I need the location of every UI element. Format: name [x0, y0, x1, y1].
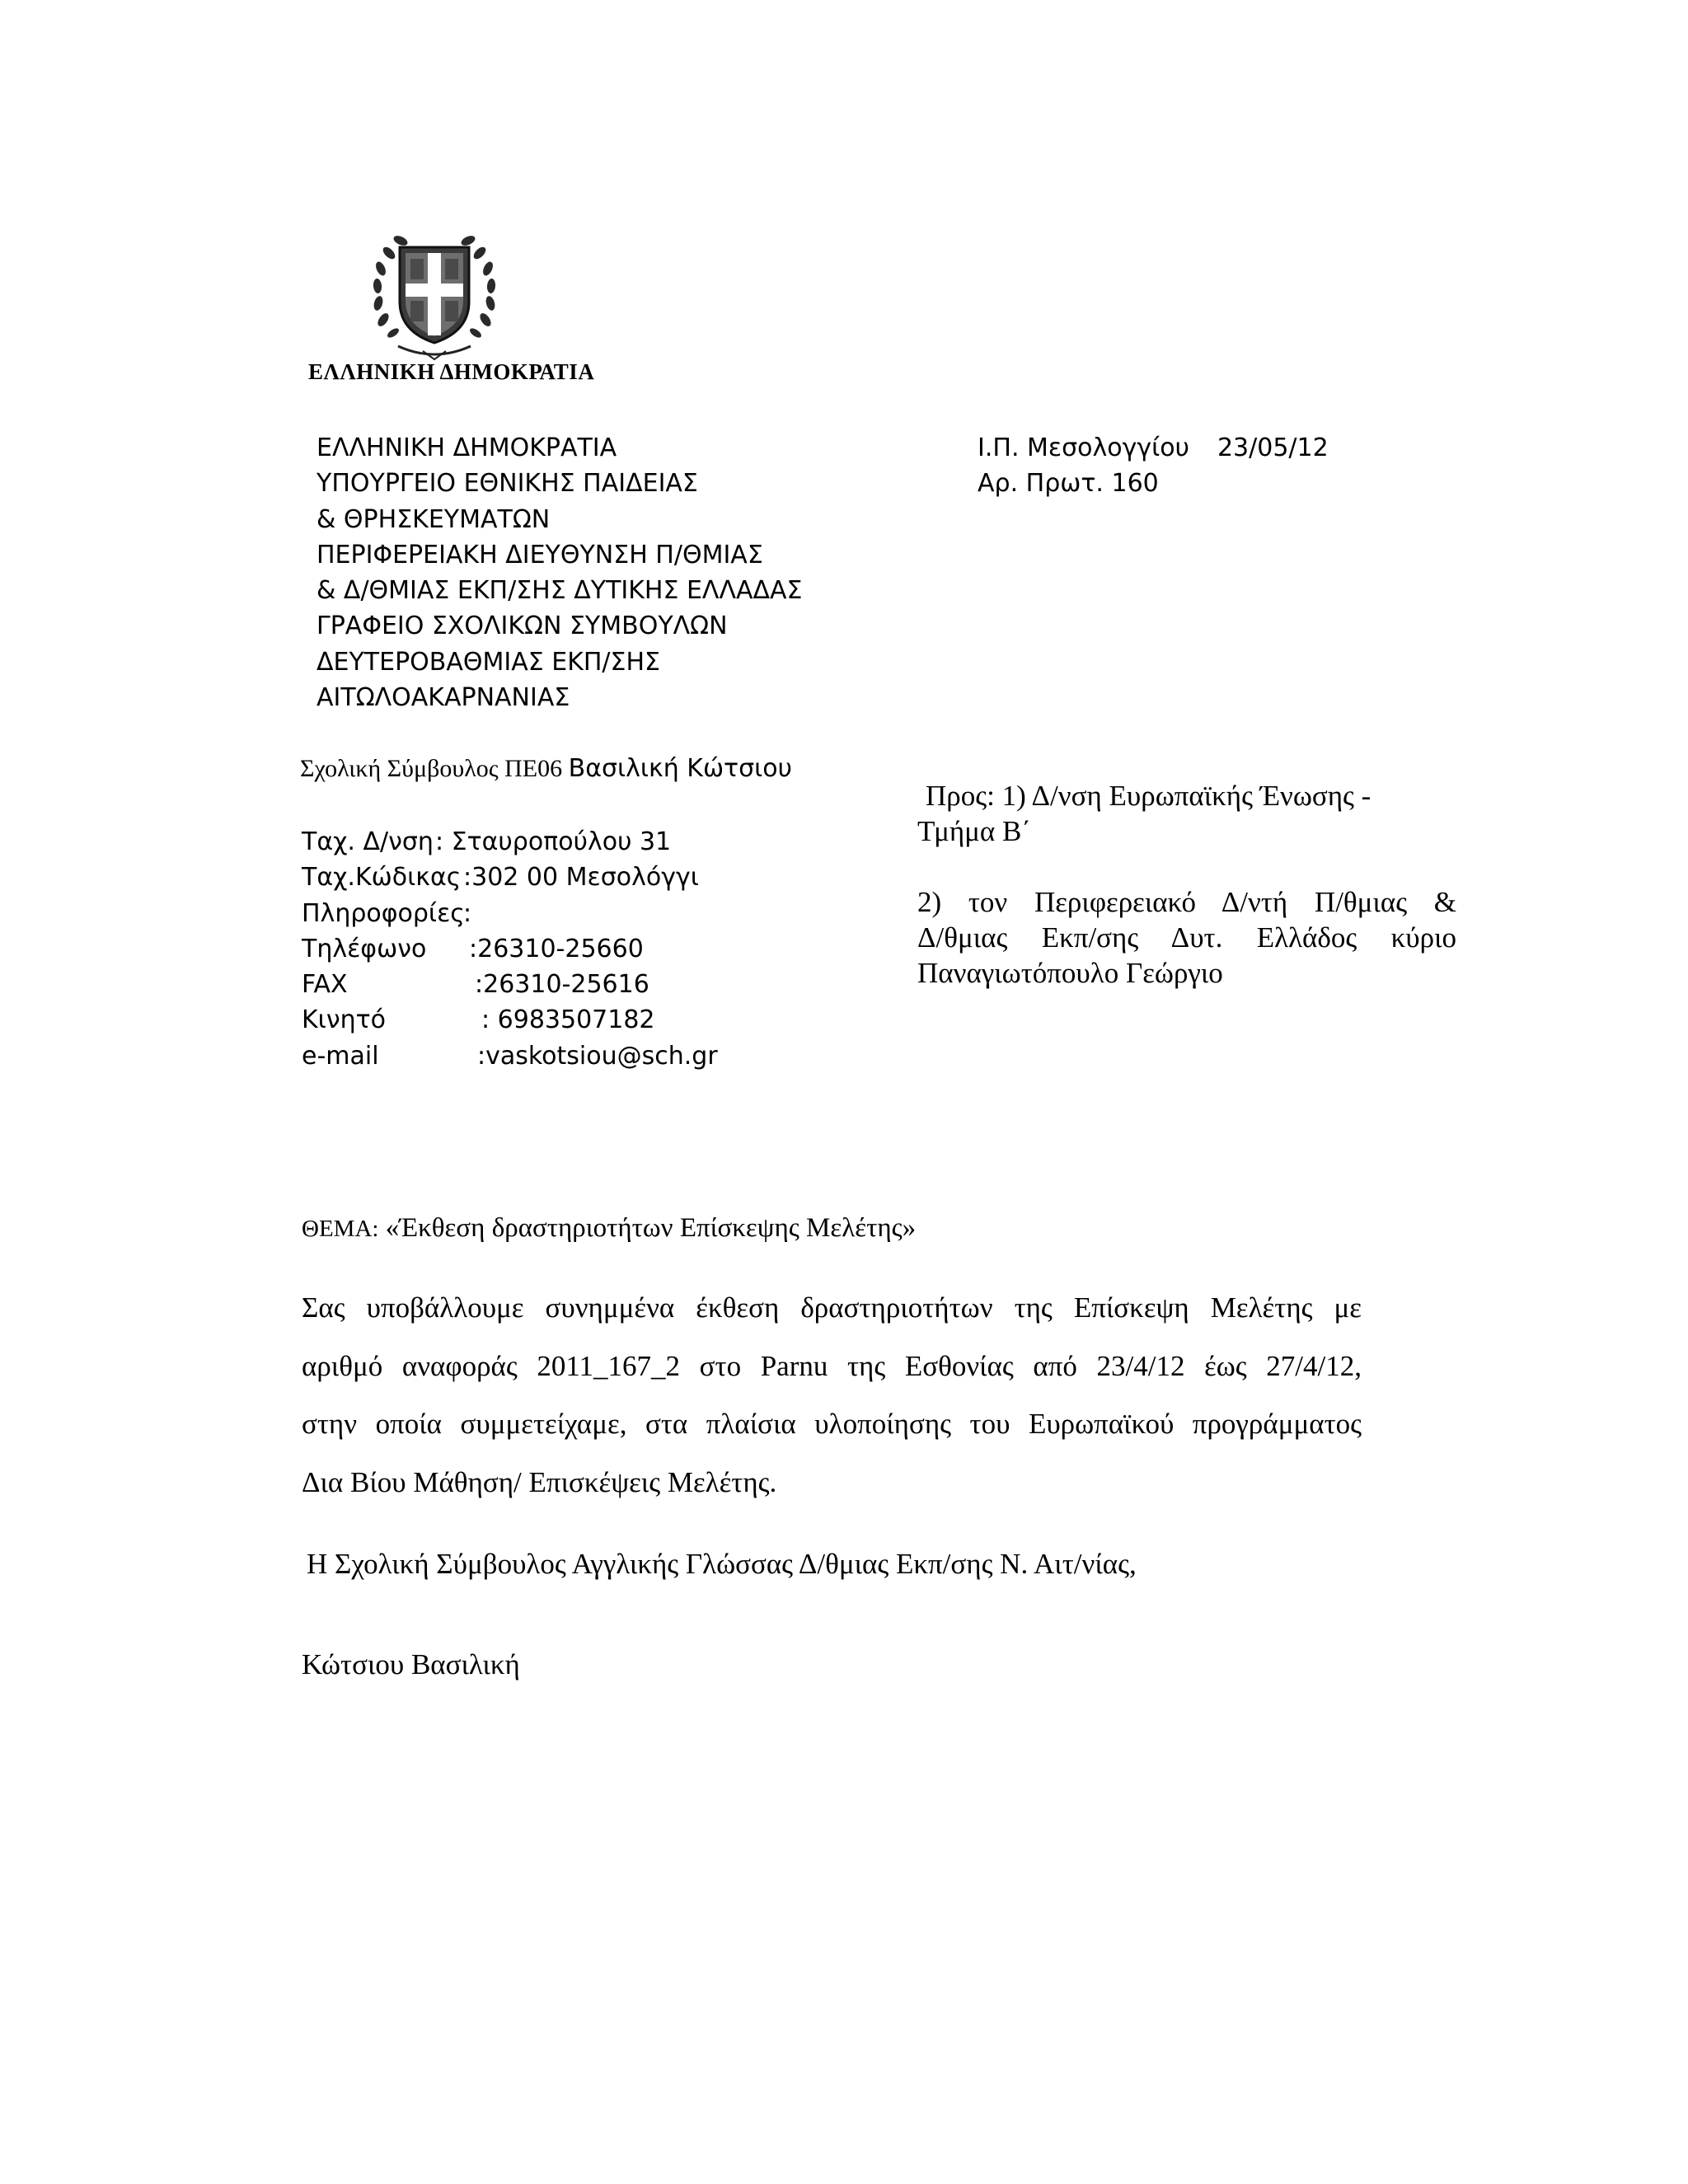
body-line: αριθμό αναφοράς 2011_167_2 στο Parnu της Εσθονίας από 23/4/12 έως 27/4/12,: [302, 1349, 1362, 1382]
contact-label: FAX: [302, 970, 348, 1000]
signature-name: Κώτσιου Βασιλική: [302, 1648, 520, 1680]
contact-label: Ταχ. Δ/νση: [302, 827, 434, 856]
advisor-name: Βασιλική Κώτσιου: [568, 754, 793, 783]
contact-label: Τηλέφωνο: [302, 934, 427, 963]
header-line: ΔΕΥΤΕΡΟΒΑΘΜΙΑΣ ΕΚΠ/ΣΗΣ: [316, 647, 661, 677]
header-line: ΓΡΑΦΕΙΟ ΣΧΟΛΙΚΩΝ ΣΥΜΒΟΥΛΩΝ: [316, 612, 728, 641]
subject-text: «Έκθεση δραστηριοτήτων Επίσκεψης Μελέτης»: [385, 1213, 917, 1243]
recipients-block: [917, 778, 1456, 991]
recipient-line: 2) τον Περιφερειακό Δ/ντή Π/θμιας &: [917, 886, 1456, 918]
header-line: ΠΕΡΙΦΕΡΕΙΑΚΗ ΔΙΕΥΘΥΝΣΗ Π/ΘΜΙΑΣ: [316, 540, 763, 569]
protocol-place: Ι.Π. Μεσολογγίου: [978, 434, 1189, 462]
advisor-title: Σχολική Σύμβουλος ΠΕ06: [300, 755, 563, 782]
contact-value: :: [463, 898, 472, 928]
header-line: ΥΠΟΥΡΓΕΙΟ ΕΘΝΙΚΗΣ ΠΑΙΔΕΙΑΣ: [316, 469, 698, 499]
body-line: Σας υποβάλλουμε συνημμένα έκθεση δραστηριοτήτων της Επίσκεψη Μελέτης με: [302, 1291, 1362, 1324]
body-paragraph: [302, 1279, 1362, 1511]
recipient-line: Δ/θμιας Εκπ/σης Δυτ. Ελλάδος κύριο: [917, 921, 1456, 954]
closing-line: Η Σχολική Σύμβουλος Αγγλικής Γλώσσας Δ/θμιας Εκπ/σης Ν. Αιτ/νίας,: [307, 1548, 1137, 1580]
header-line: & ΘΡΗΣΚΕΥΜΑΤΩΝ: [316, 504, 551, 534]
header-line: ΑΙΤΩΛΟΑΚΑΡΝΑΝΙΑΣ: [316, 683, 570, 713]
contact-value: :26310-25660: [469, 934, 644, 963]
contact-label: Κινητό: [302, 1005, 387, 1035]
contact-value: : 6983507182: [481, 1005, 655, 1035]
body-line: Δια Βίου Μάθηση/ Επισκέψεις Μελέτης.: [302, 1465, 777, 1498]
contact-value: :26310-25616: [475, 970, 649, 1000]
recipient-line: Παναγιωτόπουλο Γεώργιο: [917, 957, 1223, 989]
subject-label: ΘΕΜΑ:: [302, 1216, 379, 1242]
emblem-caption: ΕΛΛΗΝΙΚΗ ΔΗΜΟΚΡΑΤΙΑ: [308, 359, 595, 384]
protocol-number: Αρ. Πρωτ. 160: [978, 469, 1159, 499]
recipient-line: Τμήμα Β΄: [917, 815, 1032, 847]
contact-label: Ταχ.Κώδικας: [302, 863, 462, 893]
sender-authority-block: [316, 430, 802, 715]
advisor-line: [300, 754, 792, 783]
protocol-block: [978, 430, 1329, 502]
contact-label: e-mail: [302, 1041, 379, 1071]
recipient-line: Προς: 1) Δ/νση Ευρωπαϊκής Ένωσης -: [926, 780, 1372, 812]
contact-label: Πληροφορίες: [302, 898, 465, 928]
subject-line: [302, 1213, 916, 1244]
contact-value: : Σταυροπούλου 31: [435, 827, 672, 856]
header-line: ΕΛΛΗΝΙΚΗ ΔΗΜΟΚΡΑΤΙΑ: [316, 434, 617, 462]
protocol-date: 23/05/12: [1217, 434, 1329, 462]
body-line: στην οποία συμμετείχαμε, στα πλαίσια υλοποίησης του Ευρωπαϊκού προγράμματος: [302, 1408, 1362, 1440]
contact-value: :vaskotsiou@sch.gr: [477, 1041, 718, 1071]
greek-coat-of-arms-icon: [365, 223, 504, 364]
header-line: & Δ/ΘΜΙΑΣ ΕΚΠ/ΣΗΣ ΔΥΤΙΚΗΣ ΕΛΛΑΔΑΣ: [316, 576, 803, 606]
contact-value: :302 00 Μεσολόγγι: [463, 863, 699, 893]
